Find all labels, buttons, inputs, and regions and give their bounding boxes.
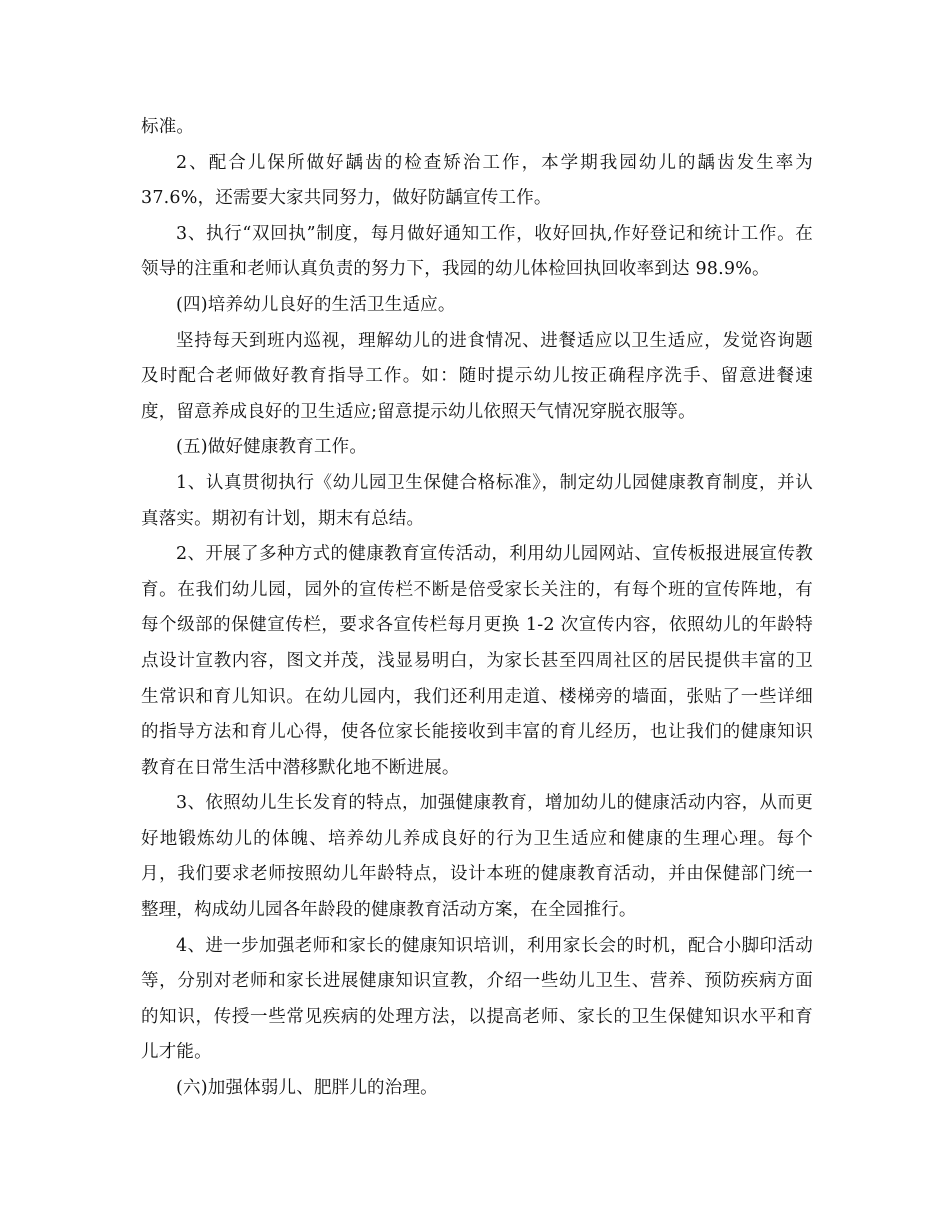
paragraph-publicity: 2、开展了多种方式的健康教育宣传活动，利用幼儿园网站、宣传板报进展宣传教育。在我们幼儿园，园外的宣传栏不断是倍受家长关注的，有每个班的宣传阵地，有每个级部的保健宣传栏，要求各宣传栏每月更换 1-2 次宣传内容，依照幼儿的年龄特点设计宣教内容，图文并茂，浅显易明白，为家长甚至四周社区的居民提供丰富的卫生常识和育儿知识。在幼儿园内，我们还利用走道、楼梯旁的墙面，张贴了一些详细的指导方法和育儿心得，使各位家长能接收到丰富的育儿经历，也让我们的健康知识教育在日常生活中潜移默化地不断进展。: [141, 544, 813, 778]
paragraph-training: 4、进一步加强老师和家长的健康知识培训，利用家长会的时机，配合小脚印活动等，分别对老师和家长进展健康知识宣教，介绍一些幼儿卫生、营养、预防疾病方面的知识，传授一些常见疾病的处理方法，以提高老师、家长的卫生保健知识水平和育儿才能。: [141, 935, 813, 1063]
section-heading-5: (五)做好健康教育工作。: [176, 437, 368, 458]
document-body: [141, 110, 813, 1107]
paragraph-standards: 1、认真贯彻执行《幼儿园卫生保健合格标准》，制定幼儿园健康教育制度，并认真落实。期初有计划，期末有总结。: [141, 472, 813, 529]
section-heading-4: (四)培养幼儿良好的生活卫生适应。: [176, 294, 456, 315]
paragraph-double-receipt: 3、执行“双回执”制度，每月做好通知工作，收好回执,作好登记和统计工作。在领导的注重和老师认真负责的努力下，我园的幼儿体检回执回收率到达 98.9%。: [141, 223, 813, 280]
section-heading-6: (六)加强体弱儿、肥胖儿的治理。: [176, 1078, 438, 1099]
paragraph-growth: 3、依照幼儿生长发育的特点，加强健康教育，增加幼儿的健康活动内容，从而更好地锻炼幼儿的体魄、培养幼儿养成良好的行为卫生适应和健康的生理心理。每个月，我们要求老师按照幼儿年龄特点，设计本班的健康教育活动，并由保健部门统一整理，构成幼儿园各年龄段的健康教育活动方案，在全园推行。: [141, 793, 813, 921]
paragraph-continuation: 标准。: [141, 117, 195, 137]
paragraph-caries-treatment: 2、配合儿保所做好龋齿的检查矫治工作，本学期我园幼儿的龋齿发生率为37.6%，还需要大家共同努力，做好防龋宣传工作。: [141, 152, 813, 209]
paragraph-hygiene-habits: 坚持每天到班内巡视，理解幼儿的进食情况、进餐适应以卫生适应，发觉咨询题及时配合老师做好教育指导工作。如：随时提示幼儿按正确程序洗手、留意进餐速度，留意养成良好的卫生适应;留意提示幼儿依照天气情况穿脱衣服等。: [141, 330, 813, 422]
